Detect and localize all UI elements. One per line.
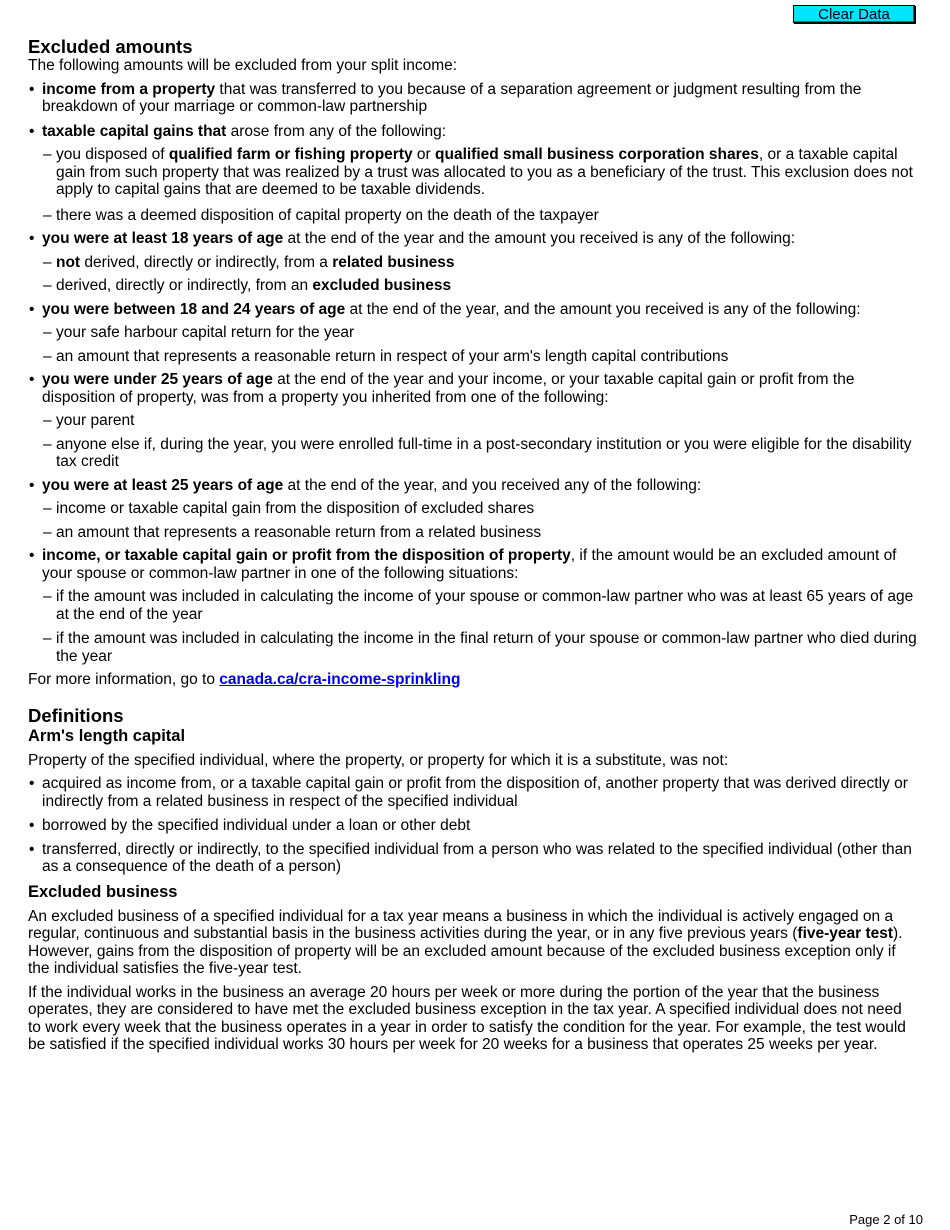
clear-data-button[interactable]: Clear Data	[793, 5, 915, 23]
excluded-amounts-list-5	[28, 477, 918, 495]
list-item: – anyone else if, during the year, you were enrolled full-time in a post-secondary institution or you were eligible for the disability tax credit	[28, 436, 918, 471]
definitions-heading: Definitions	[28, 704, 124, 726]
list-item: • you were at least 18 years of age at the end of the year and the amount you received is any of the following:	[28, 230, 918, 248]
list-item: • transferred, directly or indirectly, to the specified individual from a person who was related to the specified individual (other than as a consequence of the death of a person)	[28, 841, 918, 876]
excluded-amounts-list-4	[28, 371, 918, 406]
list-item: • you were under 25 years of age at the end of the year and your income, or your taxable capital gain or profit from the disposition of property, was from a property you inherited from one of the following:	[28, 371, 918, 406]
excluded-amounts-list-2	[28, 230, 918, 248]
excluded-amounts-intro: The following amounts will be excluded from your split income:	[28, 57, 458, 74]
page-content	[28, 36, 918, 1054]
excluded-business-heading: Excluded business	[28, 882, 178, 901]
list-item: – you disposed of qualified farm or fishing property or qualified small business corporation shares, or a taxable capital gain from such property that was realized by a trust was allocated to you as a beneficiary of the trust. This exclusion does not apply to capital gains that are deemed to be taxable dividends.	[28, 146, 918, 199]
excluded-amounts-list	[28, 81, 918, 141]
list-item: – there was a deemed disposition of capital property on the death of the taxpayer	[28, 207, 918, 225]
excluded-amounts-heading: Excluded amounts	[28, 36, 193, 57]
list-item: • borrowed by the specified individual under a loan or other debt	[28, 817, 918, 835]
arms-length-capital-heading: Arm's length capital	[28, 726, 186, 745]
list-item: • income, or taxable capital gain or profit from the disposition of property, if the amount would be an excluded amount of your spouse or common-law partner in one of the following situations:	[28, 547, 918, 582]
sub-list	[28, 588, 918, 665]
sub-list	[28, 412, 918, 471]
page-number: Page 2 of 10	[849, 1212, 923, 1227]
list-item: – your parent	[28, 412, 918, 430]
arms-length-list	[28, 775, 918, 876]
excluded-business-p1: An excluded business of a specified individual for a tax year means a business in which the individual is actively engaged on a regular, continuous and substantial basis in the business activities during the year, or in any five previous years (five-year test). However, gains from the disposition of property will be an excluded amount because of the excluded business exception only if the individual satisfies the five-year test.	[28, 907, 903, 977]
list-item: – derived, directly or indirectly, from an excluded business	[28, 277, 918, 295]
excluded-amounts-list-3	[28, 301, 918, 319]
list-item: • acquired as income from, or a taxable capital gain or profit from the disposition of, another property that was derived directly or indirectly from a related business in respect of the specified individual	[28, 775, 918, 810]
list-item: • you were between 18 and 24 years of age at the end of the year, and the amount you received is any of the following:	[28, 301, 918, 319]
list-item: – if the amount was included in calculating the income in the final return of your spouse or common-law partner who died during the year	[28, 630, 918, 665]
sub-list	[28, 324, 918, 365]
list-item: – an amount that represents a reasonable return from a related business	[28, 524, 918, 542]
list-item: • you were at least 25 years of age at the end of the year, and you received any of the following:	[28, 477, 918, 495]
list-item: – your safe harbour capital return for the year	[28, 324, 918, 342]
list-item: • taxable capital gains that arose from any of the following:	[28, 123, 918, 141]
income-sprinkling-link[interactable]: canada.ca/cra-income-sprinkling	[219, 671, 461, 688]
excluded-amounts-list-6	[28, 547, 918, 582]
list-item: – an amount that represents a reasonable return in respect of your arm's length capital contributions	[28, 348, 918, 366]
excluded-business-p2: If the individual works in the business an average 20 hours per week or more during the portion of the year that the business operates, they are considered to have met the excluded business exception in the tax year. A specified individual does not need to work every week that the business operates in a year in order to satisfy the condition for the year. For example, the test would be satisfied if the specified individual works 30 hours per week for 20 weeks for a business that operates 25 weeks per year.	[28, 983, 906, 1053]
arms-length-intro: Property of the specified individual, where the property, or property for which it is a substitute, was not:	[28, 751, 729, 769]
more-info-text: For more information, go to canada.ca/cra-income-sprinkling	[28, 671, 461, 688]
sub-list	[28, 254, 918, 295]
sub-list	[28, 500, 918, 541]
list-item: – if the amount was included in calculating the income of your spouse or common-law partner who was at least 65 years of age at the end of the year	[28, 588, 918, 623]
list-item: – not derived, directly or indirectly, from a related business	[28, 254, 918, 272]
list-item: • income from a property that was transferred to you because of a separation agreement or judgment resulting from the breakdown of your marriage or common-law partnership	[28, 81, 918, 116]
list-item: – income or taxable capital gain from the disposition of excluded shares	[28, 500, 918, 518]
sub-list	[28, 146, 918, 224]
